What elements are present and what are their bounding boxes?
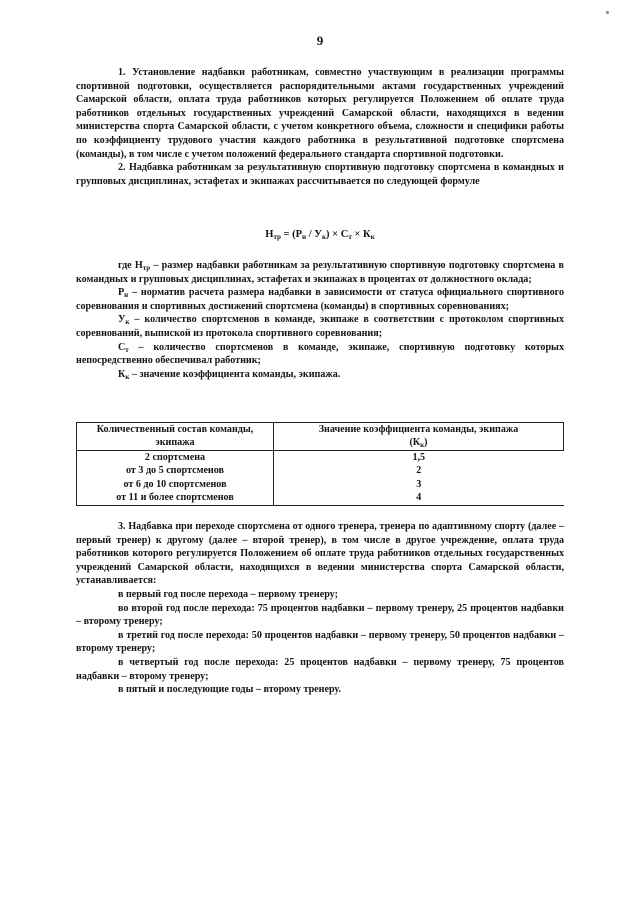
- table-header-row: [77, 423, 564, 451]
- value-cell: 1,5: [412, 452, 426, 463]
- value-cell: 4: [274, 491, 564, 505]
- value-cell: 3: [416, 478, 422, 490]
- composition-cell: от 6 до 10 спортсменов: [77, 478, 274, 491]
- header-coefficient: Значение коэффициента команды, экипажа $(К_к)$: [274, 423, 564, 451]
- paragraph-2: 2. Надбавка работникам за результативную спортивную подготовку спортсмена в командных и групповых дисциплинах, эстафетах и экипажах рассчитывается по следующей формуле: [76, 162, 564, 187]
- definition-ct: $С_т$ – количество спортсменов в команде, экипаже, спортивную подготовку которых непосредственно обеспечивал работник;: [76, 341, 564, 367]
- table-row: [77, 491, 564, 505]
- composition-cell: 2 спортсмена: [77, 451, 274, 465]
- paragraph-1: 1. Установление надбавки работникам, совместно участвующим в реализации программы спортивной подготовки, осуществляется распорядительными актами государственных учреждений Самарской области, оплата труда работников которых регулируется Положением об оплате труда работников отдельных государственных учреждений Самарской области, находящихся в ведении министерства спорта Самарской области, с учетом конкретного объема, сложности и специфики работы по коэффициенту трудового участия каждого работника в результативной подготовке спортсмена (команды), в том числе с учетом положений федерального стандарта спортивной подготовки.: [76, 67, 564, 160]
- definition-ntr: где $Н_{тр}$ – размер надбавки работникам за результативную спортивную подготовку спортсмена в командных и групповых дисциплинах, эстафетах и экипажах в процентах от должностного оклада;: [76, 260, 564, 285]
- coefficient-table: [76, 422, 564, 506]
- transition-item-4: в четвертый год после перехода: 25 процентов надбавки – первому тренеру, 75 процентов надбавки – второму тренеру;: [76, 656, 564, 682]
- paragraph-3: 3. Надбавка при переходе спортсмена от одного тренера, тренера по адаптивному спорту (далее – первый тренер) к другому (далее – второй тренер), в том числе в другое учреждение, оплата труда работников которого регулируется Положением об оплате труда работников отдельных государственных учреждений Самарской области, находящихся в ведении министерства спорта Самарской области, устанавливается:: [76, 521, 564, 587]
- composition-cell: от 11 и более спортсменов: [77, 491, 274, 505]
- transition-item-1: в первый год после перехода – первому тренеру;: [118, 588, 338, 600]
- header-composition: Количественный состав команды, экипажа: [77, 423, 274, 451]
- definition-kk: $К_к$ – значение коэффициента команды, экипажа.: [118, 368, 341, 381]
- transition-item-5: в пятый и последующие годы – второму тренеру.: [118, 684, 341, 696]
- section-1: [76, 66, 564, 188]
- page-number: 9: [316, 33, 324, 48]
- composition-cell: от 3 до 5 спортсменов: [77, 464, 274, 477]
- section-3: [76, 520, 564, 697]
- table-row: [77, 451, 564, 465]
- definitions: [76, 259, 564, 381]
- transition-item-3: в третий год после перехода: 50 процентов надбавки – первому тренеру, 50 процентов надбавки – второму тренеру;: [76, 629, 564, 655]
- scan-speck: [606, 11, 609, 14]
- definition-pn: $Р_н$ – норматив расчета размера надбавки в зависимости от статуса официального спортивного соревнования и спортивных достижений спортсмена (команды) в спортивных соревнованиях;: [76, 287, 564, 312]
- transition-item-2: во второй год после перехода: 75 процентов надбавки – первому тренеру, 25 процентов надбавки – второму тренеру;: [76, 602, 564, 628]
- definition-uk: $У_к$ – количество спортсменов в команде, экипаже в соответствии с протоколом спортивных соревнований, выпиской из протокола спортивного соревнования;: [76, 314, 564, 339]
- formula: $Н_{тр} = (Р_н / У_к) \times С_т \times К_к$: [265, 229, 375, 241]
- table-row: [77, 478, 564, 491]
- table-row: [77, 464, 564, 477]
- value-cell: 2: [416, 465, 422, 477]
